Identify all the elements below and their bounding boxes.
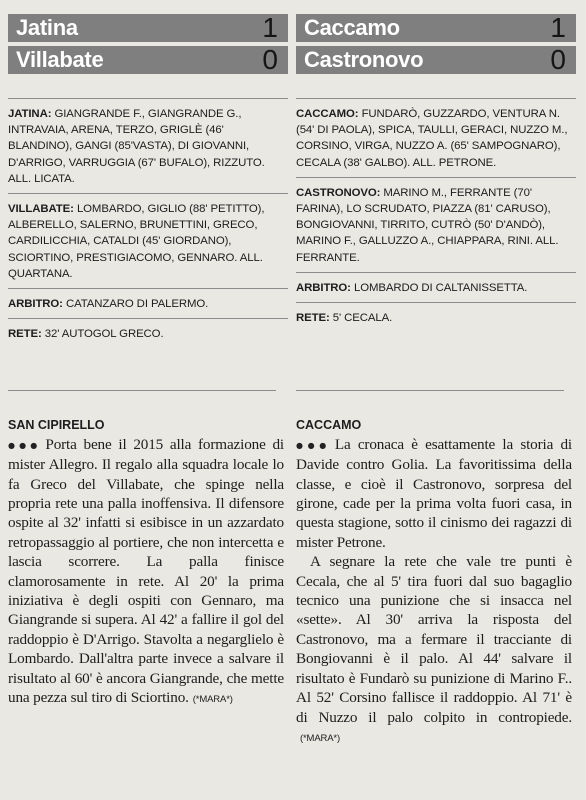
paragraph — [296, 435, 572, 552]
three-dots-bullet-icon: ●●● — [8, 440, 42, 450]
team-goals: 1 — [262, 12, 278, 43]
score-bar-home — [296, 14, 576, 42]
paragraph-text: Porta bene il 2015 alla formazione di mister Allegro. Il regalo alla squadra locale lo fa Greco del Villabate, che spinge nella propria rete una palla inoffensiva. Il difensore ospite al 32' infatti si esibisce in un azzardato retropassaggio al portiere, che non intercetta e lascia scorrere. La palla finisce clamorosamente in rete. Al 20' la prima iniziativa è degli ospiti con Gennaro, ma Giangrande si supera. Al 42' a fallire il gol del raddoppio è D'Arrigo. Stavolta a negarglielo è Lombardo. Dall'altra parte invece a salvare il risultato al 60' è ancora Giangrande, che mette una pezza sul tiro di Sciortino. — [8, 436, 284, 707]
three-dots-bullet-icon: ●●● — [296, 440, 331, 450]
scoreboard — [296, 0, 576, 74]
lineup-text: LOMBARDO, GIGLIO (88' PETITTO), ALBERELLO, SALERNO, BRUNETTINI, GRECO, CARDILICCHIA, CATALDI (45' GIORDANO), SCIORTINO, PRESTIGIACOMO, GENNARO. ALL. QUARTANA. — [8, 203, 265, 280]
article-body — [296, 435, 572, 748]
lineup-home — [296, 106, 576, 171]
team-name: Castronovo — [304, 47, 424, 72]
paragraph — [296, 552, 572, 748]
goals-label: RETE: — [8, 328, 42, 341]
goals-label: RETE: — [296, 312, 330, 325]
lineup-text: GIANGRANDE F., GIANGRANDE G., INTRAVAIA, ARENA, TERZO, GRIGLÈ (46' BLANDINO), GANGI (85'VASTA), DI GIOVANNI, D'ARRIGO, VARRUGGIA (67' BUFALO), RIZZUTO. ALL. LICATA. — [8, 108, 265, 185]
team-name: Villabate — [16, 47, 104, 72]
lineup-home — [8, 106, 288, 187]
divider — [8, 98, 288, 99]
team-goals: 0 — [550, 44, 566, 75]
divider — [8, 390, 276, 391]
dateline: CACCAMO — [296, 418, 362, 432]
goals-text: 5' CECALA. — [332, 312, 393, 325]
referee-line — [8, 296, 288, 312]
lineup-away — [296, 185, 576, 266]
divider — [296, 272, 576, 273]
score-bar-away — [296, 46, 576, 74]
team-goals: 0 — [262, 44, 278, 75]
score-bar-away — [8, 46, 288, 74]
divider — [8, 193, 288, 194]
goals-line — [296, 310, 576, 326]
lineup-away — [8, 201, 288, 282]
lineup-text: MARINO M., FERRANTE (70' FARINA), LO SCRUDATO, PIAZZA (81' CARUSO), BONGIOVANNI, TIRRITO, CUTRÒ (50' D'ANDÒ), MARINO F., GALLUZZO A., CHIAPPARA, RINI. ALL. FERRANTE. — [296, 186, 559, 264]
divider — [296, 390, 564, 391]
referee-text: LOMBARDO DI CALTANISSETTA. — [353, 281, 528, 294]
match-box-jatina-villabate — [8, 0, 288, 342]
referee-label: ARBITRO: — [8, 298, 63, 311]
article-san-cipirello — [8, 418, 284, 710]
referee-line — [296, 280, 576, 296]
lineup-label: JATINA: — [8, 108, 52, 120]
referee-label: ARBITRO: — [296, 281, 351, 294]
divider — [296, 177, 576, 178]
paragraph-text: A segnare la rete che vale tre punti è Cecala, che al 5' tira fuori dal suo bagaglio tecnico una punizione che si insacca nel «sette». Al 30' arriva la risposta del Castronovo, ma a fermare il tracciante di Bongiovanni è il palo. Al 44' salvare il risultato è Fundarò su punizione di Marino F.. Al 52' Corsino fallisce il raddoppio. Al 71' è di Nuzzo il palo colpito in contropiede. — [296, 553, 572, 726]
article-body — [8, 435, 284, 710]
author-signature: (*MARA*) — [192, 694, 233, 706]
match-box-caccamo-castronovo — [296, 0, 576, 326]
team-name: Caccamo — [304, 15, 400, 40]
divider — [296, 302, 576, 303]
scoreboard — [8, 0, 288, 74]
team-goals: 1 — [550, 12, 566, 43]
goals-line — [8, 326, 288, 342]
paragraph-text: La cronaca è esattamente la storia di Davide contro Golia. La favoritissima della classe, e cioè il Castronovo, sorpresa del girone, cade per la prima volta fuori casa, in questa stagione, sotto il cinismo dei ragazzi di mister Petrone. — [296, 436, 572, 551]
team-name: Jatina — [16, 15, 78, 40]
score-bar-home — [8, 14, 288, 42]
lineup-text: FUNDARÒ, GUZZARDO, VENTURA N. (54' DI PAOLA), SPICA, TAULLI, GERACI, NUZZO M., CORSINO, VIRGA, NUZZO A. (65' SAMPOGNARO), CECALA (38' GALBO). ALL. PETRONE. — [296, 108, 568, 169]
divider — [296, 98, 576, 99]
divider — [8, 318, 288, 319]
author-signature: (*MARA*) — [300, 732, 340, 744]
lineup-label: CACCAMO: — [296, 108, 359, 120]
divider — [8, 288, 288, 289]
lineup-label: CASTRONOVO: — [296, 186, 381, 199]
dateline: SAN CIPIRELLO — [8, 418, 105, 432]
referee-text: CATANZARO DI PALERMO. — [65, 298, 209, 311]
article-caccamo — [296, 418, 572, 748]
paragraph — [8, 435, 284, 710]
lineup-label: VILLABATE: — [8, 203, 74, 216]
goals-text: 32' AUTOGOL GRECO. — [44, 328, 164, 341]
